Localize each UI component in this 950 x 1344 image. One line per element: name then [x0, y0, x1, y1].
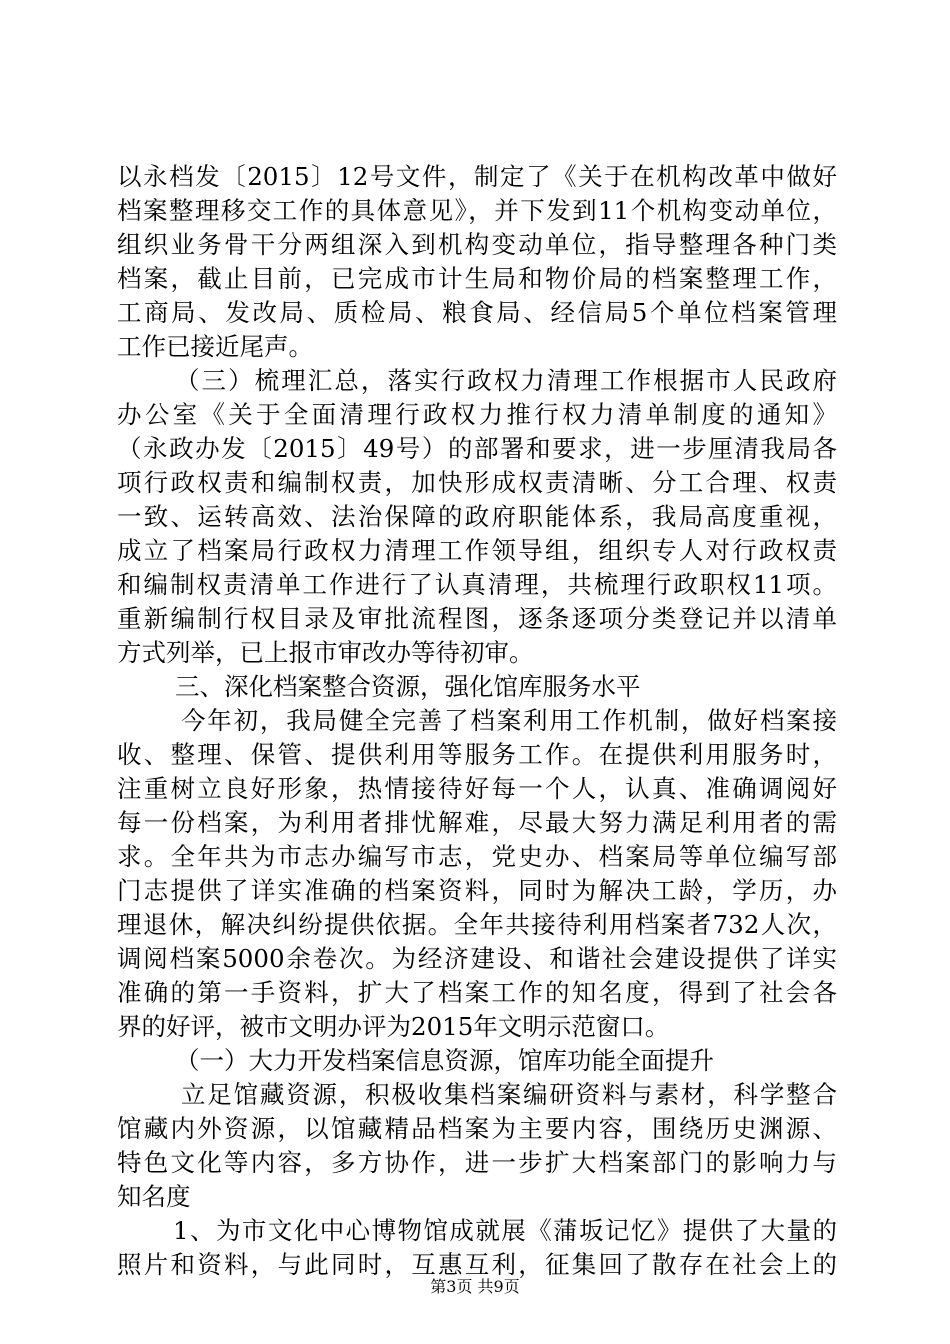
text-line: 组织业务骨干分两组深入到机构变动单位，指导整理各种门类 [117, 230, 837, 259]
text-line: 工作已接近尾声。 [117, 332, 313, 361]
text-line: 档案整理移交工作的具体意见》，并下发到11个机构变动单位， [117, 196, 837, 225]
text-line: 办公室《关于全面清理行政权力推行权力清单制度的通知》 [117, 400, 837, 429]
text-line: 求。全年共为市志办编写市志，党史办、档案局等单位编写部 [117, 842, 837, 871]
text-line: 知名度 [117, 1182, 191, 1211]
text-line: 1、为市文化中心博物馆成就展《蒲坂记忆》提供了大量的 [173, 1216, 837, 1245]
text-line: （永政办发〔2015〕49号）的部署和要求，进一步厘清我局各 [117, 434, 837, 463]
text-line: 方式列举，已上报市审改办等待初审。 [117, 638, 534, 667]
text-line: 项行政权责和编制权责，加快形成权责清晰、分工合理、权责 [117, 468, 837, 497]
text-line: 馆藏内外资源，以馆藏精品档案为主要内容，围绕历史渊源、 [117, 1114, 837, 1143]
text-line: 一致、运转高效、法治保障的政府职能体系，我局高度重视， [117, 502, 837, 531]
page-number-footer: 第3页 共9页 [430, 1277, 520, 1296]
document-body [117, 160, 837, 1282]
text-line: 以永档发〔2015〕12号文件，制定了《关于在机构改革中做好 [117, 162, 837, 191]
text-line: 工商局、发改局、质检局、粮食局、经信局5个单位档案管理 [117, 298, 837, 327]
text-line: 调阅档案5000余卷次。为经济建设、和谐社会建设提供了详实 [117, 944, 837, 973]
text-line: 重新编制行权目录及审批流程图，逐条逐项分类登记并以清单 [117, 604, 837, 633]
text-line: 成立了档案局行政权力清理工作领导组，组织专人对行政权责 [117, 536, 837, 565]
text-line: 理退休，解决纠纷提供依据。全年共接待利用档案者732人次， [117, 910, 837, 939]
text-line: 和编制权责清单工作进行了认真清理，共梳理行政职权11项。 [117, 570, 837, 599]
text-line: （三）梳理汇总，落实行政权力清理工作根据市人民政府 [175, 366, 837, 395]
text-line: 注重树立良好形象，热情接待好每一个人，认真、准确调阅好 [117, 774, 837, 803]
text-line: 三、深化档案整合资源，强化馆库服务水平 [175, 672, 641, 701]
text-line: 准确的第一手资料，扩大了档案工作的知名度，得到了社会各 [117, 978, 837, 1007]
text-line: 立足馆藏资源，积极收集档案编研资料与素材，科学整合 [181, 1080, 837, 1109]
text-line: 界的好评，被市文明办评为2015年文明示范窗口。 [117, 1012, 670, 1041]
text-line: 特色文化等内容，多方协作，进一步扩大档案部门的影响力与 [117, 1148, 837, 1177]
text-line: （一）大力开发档案信息资源，馆库功能全面提升 [175, 1046, 714, 1075]
text-line: 门志提供了详实准确的档案资料，同时为解决工龄，学历，办 [117, 876, 837, 905]
text-line: 收、整理、保管、提供利用等服务工作。在提供利用服务时， [117, 740, 837, 769]
text-line: 今年初，我局健全完善了档案利用工作机制，做好档案接 [181, 706, 837, 735]
text-line: 档案，截止目前，已完成市计生局和物价局的档案整理工作， [117, 264, 837, 293]
text-line: 每一份档案，为利用者排忧解难，尽最大努力满足利用者的需 [117, 808, 837, 837]
text-line: 照片和资料，与此同时，互惠互利，征集回了散存在社会上的 [117, 1250, 837, 1279]
